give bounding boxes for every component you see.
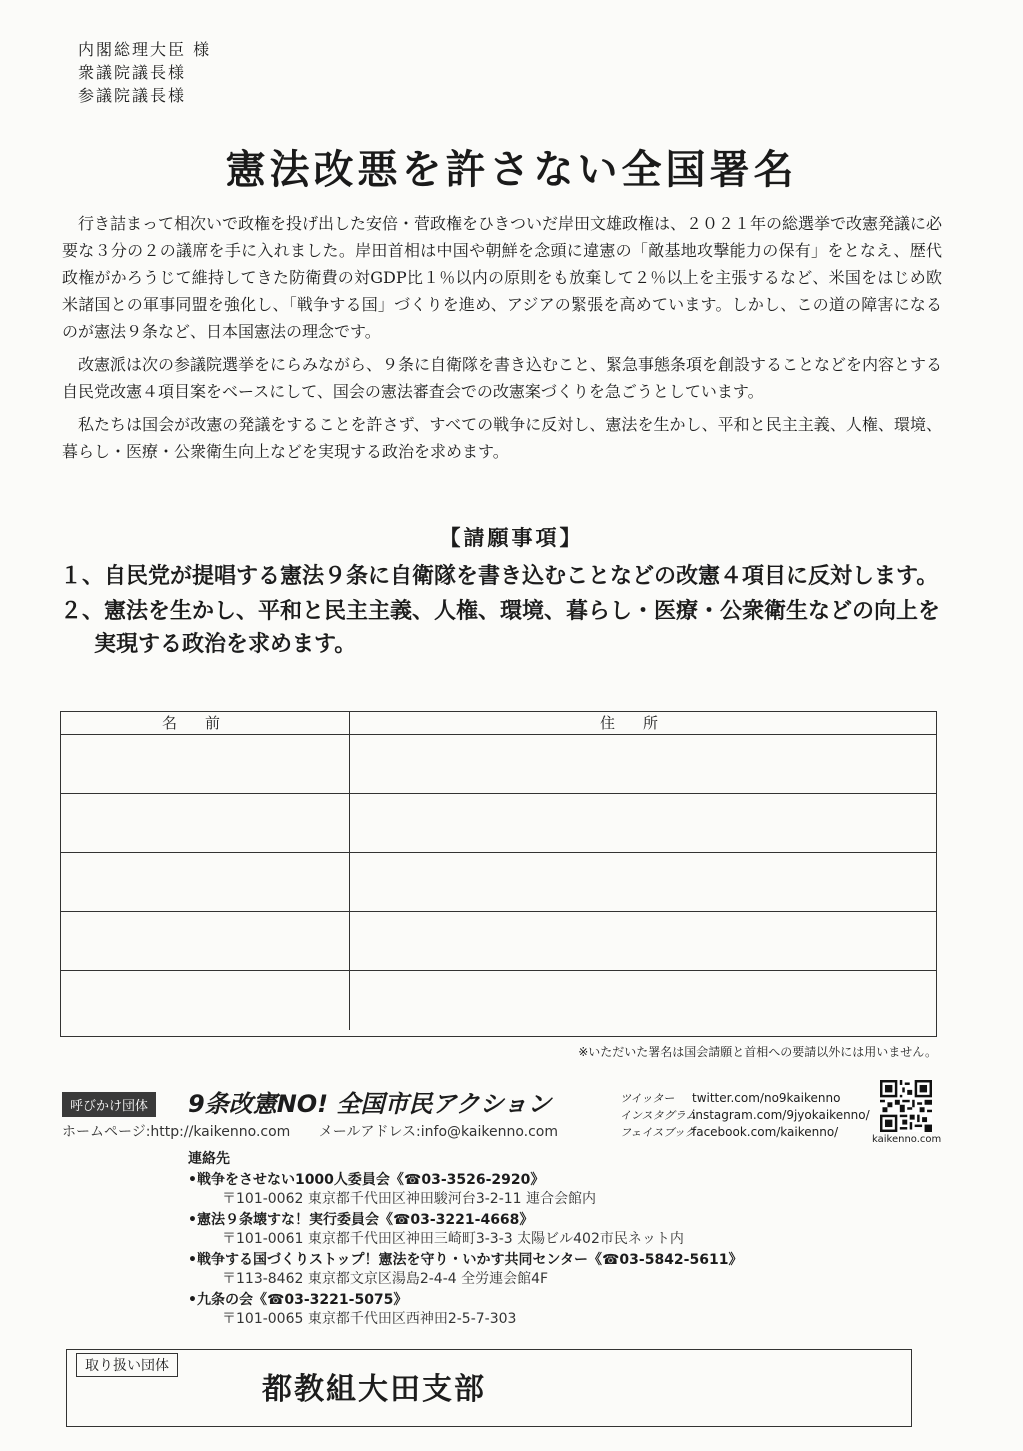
column-header-address: 住所 xyxy=(599,714,686,732)
intro-paragraph: 改憲派は次の参議院選挙をにらみながら、９条に自衛隊を書き込むこと、緊急事態条項を創設することなどを内容とする自民党改憲４項目案をベースにして、国会の憲法審査会での改憲案づくりを急ごうとしています。 xyxy=(62,355,943,401)
organizer-contact xyxy=(62,1121,582,1141)
contact-group xyxy=(188,1251,828,1289)
name-cell[interactable] xyxy=(61,853,350,911)
intro-paragraph: 行き詰まって相次いで政権を投げ出した安倍・菅政権をひきついだ岸田文雄政権は、２０２１年の総選挙で改憲発議に必要な３分の２の議席を手に入れました。岸田首相は中国や朝鮮を念頭に違憲の「敵基地攻撃能力の保有」をとなえ、歴代政権がかろうじて維持してきた防衛費の対GDP比１％以内の原則をも放棄して２％以上を主張するなど、米国をはじめ欧米諸国との軍事同盟を強化し、「戦争する国」づくりを進め、アジアの緊張を高めています。しかし、この道の障害になるのが憲法９条など、日本国憲法の理念です。 xyxy=(62,214,943,341)
social-row-instagram xyxy=(620,1107,870,1124)
contacts-header: 連絡先 xyxy=(188,1151,230,1167)
addressee-prime-minister: 内閣総理大臣 様 xyxy=(78,40,212,59)
contact-group xyxy=(188,1211,828,1249)
signature-table xyxy=(60,711,937,1037)
address-cell[interactable] xyxy=(350,794,936,852)
handler-box xyxy=(66,1349,912,1427)
signature-table-header xyxy=(61,712,936,735)
email-link[interactable]: メールアドレス:info@kaikenno.com xyxy=(318,1124,558,1140)
qr-code-icon[interactable] xyxy=(880,1080,932,1132)
address-cell[interactable] xyxy=(350,735,936,793)
table-row xyxy=(61,971,936,1030)
twitter-link[interactable]: twitter.com/no9kaikenno xyxy=(692,1091,841,1105)
address-cell[interactable] xyxy=(350,912,936,970)
table-row xyxy=(61,735,936,794)
social-row-twitter xyxy=(620,1090,870,1107)
name-cell[interactable] xyxy=(61,912,350,970)
usage-note: ※いただいた署名は国会請願と首相への要請以外には用いません。 xyxy=(578,1045,937,1059)
handler-name: 都教組大田支部 xyxy=(262,1372,486,1407)
organizer-label: 呼びかけ団体 xyxy=(62,1092,156,1117)
contact-address: 〒101-0061 東京都千代田区神田三崎町3-3-3 太陽ビル402市民ネット内 xyxy=(222,1231,684,1247)
social-links xyxy=(620,1090,870,1141)
contact-group xyxy=(188,1291,828,1329)
homepage-link[interactable]: ホームページ:http://kaikenno.com xyxy=(62,1124,291,1140)
column-header-name: 名前 xyxy=(61,712,350,734)
organizer-name: 9条改憲NO! 全国市民アクション xyxy=(188,1090,552,1118)
contact-address: 〒101-0065 東京都千代田区西神田2-5-7-303 xyxy=(222,1311,517,1327)
qr-caption: kaikenno.com xyxy=(872,1134,942,1145)
contact-name: •九条の会《☎03-3221-5075》 xyxy=(188,1292,408,1308)
address-cell[interactable] xyxy=(350,853,936,911)
contact-group xyxy=(188,1171,828,1209)
social-row-facebook xyxy=(620,1124,870,1141)
intro-paragraph: 私たちは国会が改憲の発議をすることを許さず、すべての戦争に反対し、憲法を生かし、平和と民主主義、人権、環境、暮らし・医療・公衆衛生向上などを実現する政治を求めます。 xyxy=(62,415,942,461)
page-title: 憲法改悪を許さない全国署名 xyxy=(225,146,798,193)
contact-name: •戦争をさせない1000人委員会《☎03-3526-2920》 xyxy=(188,1172,545,1188)
name-cell[interactable] xyxy=(61,735,350,793)
petition-items xyxy=(60,560,960,663)
instagram-link[interactable]: instagram.com/9jyokaikenno/ xyxy=(692,1108,870,1122)
addressee-house-councillors: 参議院議長様 xyxy=(78,86,187,105)
addressees xyxy=(78,38,211,107)
contact-list xyxy=(188,1150,828,1331)
facebook-link[interactable]: facebook.com/kaikenno/ xyxy=(692,1125,839,1139)
contact-address: 〒113-8462 東京都文京区湯島2-4-4 全労連会館4F xyxy=(222,1271,549,1287)
social-label: フェイスブック xyxy=(620,1126,696,1139)
petition-heading: 【請願事項】 xyxy=(439,526,584,550)
table-row xyxy=(61,794,936,853)
petition-item: １、自民党が提唱する憲法９条に自衛隊を書き込むことなどの改憲４項目に反対します。 xyxy=(60,564,939,589)
social-label: ツイッター xyxy=(620,1092,675,1105)
intro-text xyxy=(62,210,942,471)
table-row xyxy=(61,912,936,971)
social-label: インスタグラム xyxy=(620,1109,697,1122)
handler-label: 取り扱い団体 xyxy=(76,1353,178,1377)
name-cell[interactable] xyxy=(61,971,350,1030)
table-row xyxy=(61,853,936,912)
address-cell[interactable] xyxy=(350,971,936,1030)
petition-item: ２、憲法を生かし、平和と民主主義、人権、環境、暮らし・医療・公衆衛生などの向上を実現する政治を求めます。 xyxy=(60,599,941,657)
contact-address: 〒101-0062 東京都千代田区神田駿河台3-2-11 連合会館内 xyxy=(222,1191,597,1207)
name-cell[interactable] xyxy=(61,794,350,852)
addressee-house-representatives: 衆議院議長様 xyxy=(78,63,187,82)
contact-name: •憲法９条壊すな！実行委員会《☎03-3221-4668》 xyxy=(188,1212,534,1228)
contact-name: •戦争する国づくりストップ！憲法を守り・いかす共同センター《☎03-5842-5611》 xyxy=(188,1252,743,1268)
